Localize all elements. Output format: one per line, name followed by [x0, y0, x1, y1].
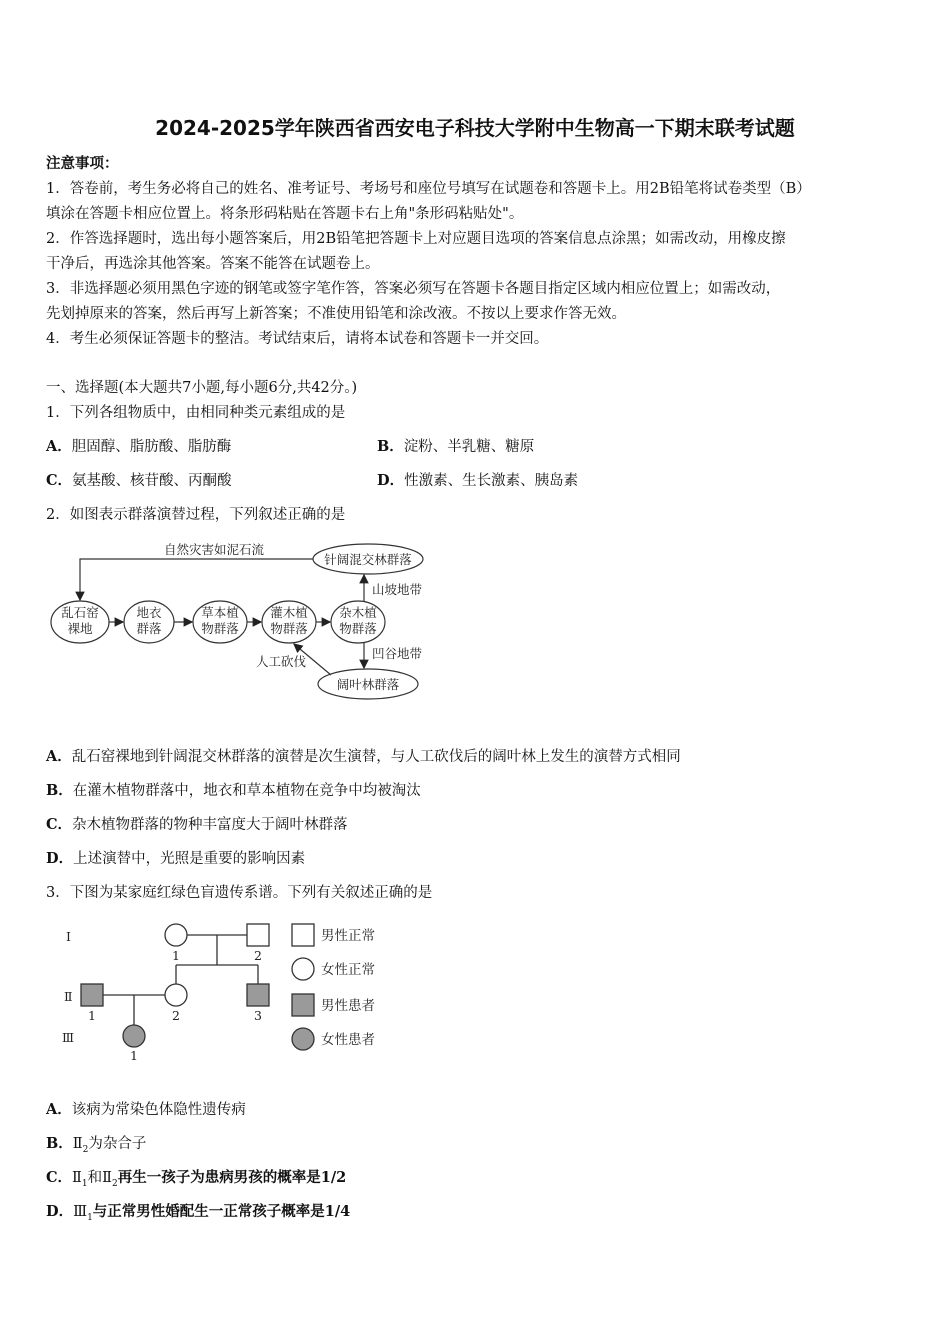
notice-line: 2．作答选择题时，选出每小题答案后，用2B铅笔把答题卡上对应题目选项的答案信息点涂黑；如需改动，用橡皮擦: [46, 231, 786, 247]
option-text: 该病为常染色体隐性遗传病: [71, 1102, 246, 1118]
q3-option-b: [46, 1132, 146, 1155]
notice-heading: 注意事项：: [46, 155, 119, 172]
succession-diagram: [46, 532, 438, 704]
individual-number: 3: [254, 1008, 262, 1023]
arrow-label: 山坡地带: [372, 582, 423, 597]
legend-female-normal-icon: [292, 958, 314, 980]
q3-option-a: [46, 1098, 246, 1119]
legend-male-normal-icon: [292, 924, 314, 946]
node-text: 阔叶林群落: [336, 677, 400, 692]
node-text: 裸地: [67, 621, 93, 636]
individual-number: 2: [254, 948, 262, 963]
option-text: 淀粉、半乳糖、糖原: [403, 439, 535, 455]
q2-option-c: [46, 813, 348, 834]
option-label: D．: [46, 850, 74, 867]
q2-option-b: [46, 779, 421, 800]
node-text: 草本植: [201, 605, 239, 620]
pedigree-II3-male-affected: [247, 984, 269, 1006]
option-label: A．: [46, 438, 72, 455]
q1-option-a: [46, 435, 231, 456]
node-text: 物群落: [201, 621, 239, 636]
option-text: 在灌木植物群落中，地衣和草本植物在竞争中均被淘汰: [72, 783, 421, 799]
option-label: C．: [46, 816, 73, 833]
legend-label: 女性患者: [321, 1032, 375, 1048]
section-heading: 一、选择题(本大题共7小题,每小题6分,共42分。): [46, 380, 358, 396]
individual-number: 1: [130, 1048, 138, 1063]
notice-line: 3．非选择题必须用黑色字迹的钢笔或签字笔作答，答案必须写在答题卡各题目指定区域内相应位置上；如需改动，: [46, 281, 781, 297]
individual-number: 1: [88, 1008, 96, 1023]
option-label: B．: [377, 438, 404, 455]
option-label: D．: [377, 472, 405, 489]
q3-stem: 3．下图为某家庭红绿色盲遗传系谱。下列有关叙述正确的是: [46, 885, 433, 901]
arrow-label: 人工砍伐: [256, 654, 307, 669]
generation-label: Ⅰ: [66, 929, 71, 944]
legend-female-affected-icon: [292, 1028, 314, 1050]
option-label: A．: [46, 1101, 72, 1118]
option-text: Ⅱ: [72, 1170, 82, 1186]
option-text: 再生一孩子为患病男孩的概率是1/2: [117, 1169, 347, 1186]
arrow-label: 自然灾害如泥石流: [163, 542, 265, 557]
page-title: 2024-2025学年陕西省西安电子科技大学附中生物高一下期末联考试题: [155, 116, 795, 140]
legend-male-affected-icon: [292, 994, 314, 1016]
node-text: 杂木植: [339, 605, 377, 620]
subscript: 2: [112, 1178, 118, 1189]
q1-stem: 1．下列各组物质中，由相同种类元素组成的是: [46, 405, 346, 421]
option-text: Ⅱ: [72, 1136, 83, 1152]
node-text: 地衣: [136, 605, 162, 620]
pedigree-I2-male-normal: [247, 924, 269, 946]
legend-label: 男性患者: [321, 998, 375, 1014]
notice-line: 先划掉原来的答案，然后再写上新答案；不准使用铅笔和涂改液。不按以上要求作答无效。: [46, 306, 626, 322]
legend-label: 女性正常: [321, 962, 375, 978]
pedigree-I1-female-normal: [165, 924, 187, 946]
node-text: 灌木植: [270, 605, 308, 620]
notice-line: 填涂在答题卡相应位置上。将条形码粘贴在答题卡右上角"条形码粘贴处"。: [46, 206, 524, 222]
option-text: 杂木植物群落的物种丰富度大于阔叶林群落: [72, 817, 348, 833]
option-text: 乱石窑裸地到针阔混交林群落的演替是次生演替，与人工砍伐后的阔叶林上发生的演替方式相同: [71, 749, 681, 765]
pedigree-III1-female-affected: [123, 1025, 145, 1047]
option-label: C．: [46, 472, 73, 489]
notice-line: 1．答卷前，考生务必将自己的姓名、准考证号、考场号和座位号填写在试题卷和答题卡上。用2B铅笔将试卷类型（B）: [46, 181, 811, 197]
q2-option-d: [46, 847, 305, 868]
subscript: 2: [82, 1144, 89, 1155]
option-text: 为杂合子: [88, 1136, 147, 1152]
option-text: 和Ⅱ: [87, 1170, 112, 1186]
subscript: 1: [87, 1212, 93, 1223]
q1-option-d: [377, 469, 578, 490]
individual-number: 1: [172, 948, 180, 963]
legend-label: 男性正常: [321, 928, 375, 944]
q3-option-d: [46, 1200, 350, 1223]
option-text: 氨基酸、核苷酸、丙酮酸: [72, 473, 232, 489]
q2-option-a: [46, 745, 681, 766]
option-label: B．: [46, 1135, 73, 1152]
option-label: A．: [46, 748, 72, 765]
node-text: 物群落: [270, 621, 308, 636]
pedigree-chart: [56, 915, 396, 1065]
generation-label: Ⅲ: [62, 1030, 75, 1045]
q1-option-b: [377, 435, 534, 456]
q2-stem: 2．如图表示群落演替过程，下列叙述正确的是: [46, 507, 346, 523]
pedigree-II2-female-normal: [165, 984, 187, 1006]
arrow-label: 凹谷地带: [372, 646, 423, 661]
q1-option-c: [46, 469, 232, 490]
option-label: C．: [46, 1169, 73, 1186]
option-text: 上述演替中，光照是重要的影响因素: [73, 851, 306, 867]
pedigree-II1-male-affected: [81, 984, 103, 1006]
generation-label: Ⅱ: [64, 989, 73, 1004]
option-text: Ⅲ: [73, 1204, 88, 1220]
notice-line: 4．考生必须保证答题卡的整洁。考试结束后，请将本试卷和答题卡一并交回。: [46, 331, 549, 347]
option-text: 胆固醇、脂肪酸、脂肪酶: [71, 439, 232, 455]
option-label: D．: [46, 1203, 74, 1220]
node-text: 针阔混交林群落: [324, 552, 412, 567]
node-text: 物群落: [339, 621, 377, 636]
individual-number: 2: [172, 1008, 180, 1023]
option-label: B．: [46, 782, 73, 799]
node-text: 乱石窑: [61, 605, 99, 620]
notice-line: 干净后，再选涂其他答案。答案不能答在试题卷上。: [46, 256, 380, 272]
node-text: 群落: [136, 621, 162, 636]
option-text: 性激素、生长激素、胰岛素: [404, 473, 579, 489]
option-text: 与正常男性婚配生一正常孩子概率是1/4: [92, 1203, 351, 1220]
q3-option-c: [46, 1166, 346, 1189]
subscript: 1: [81, 1178, 88, 1189]
